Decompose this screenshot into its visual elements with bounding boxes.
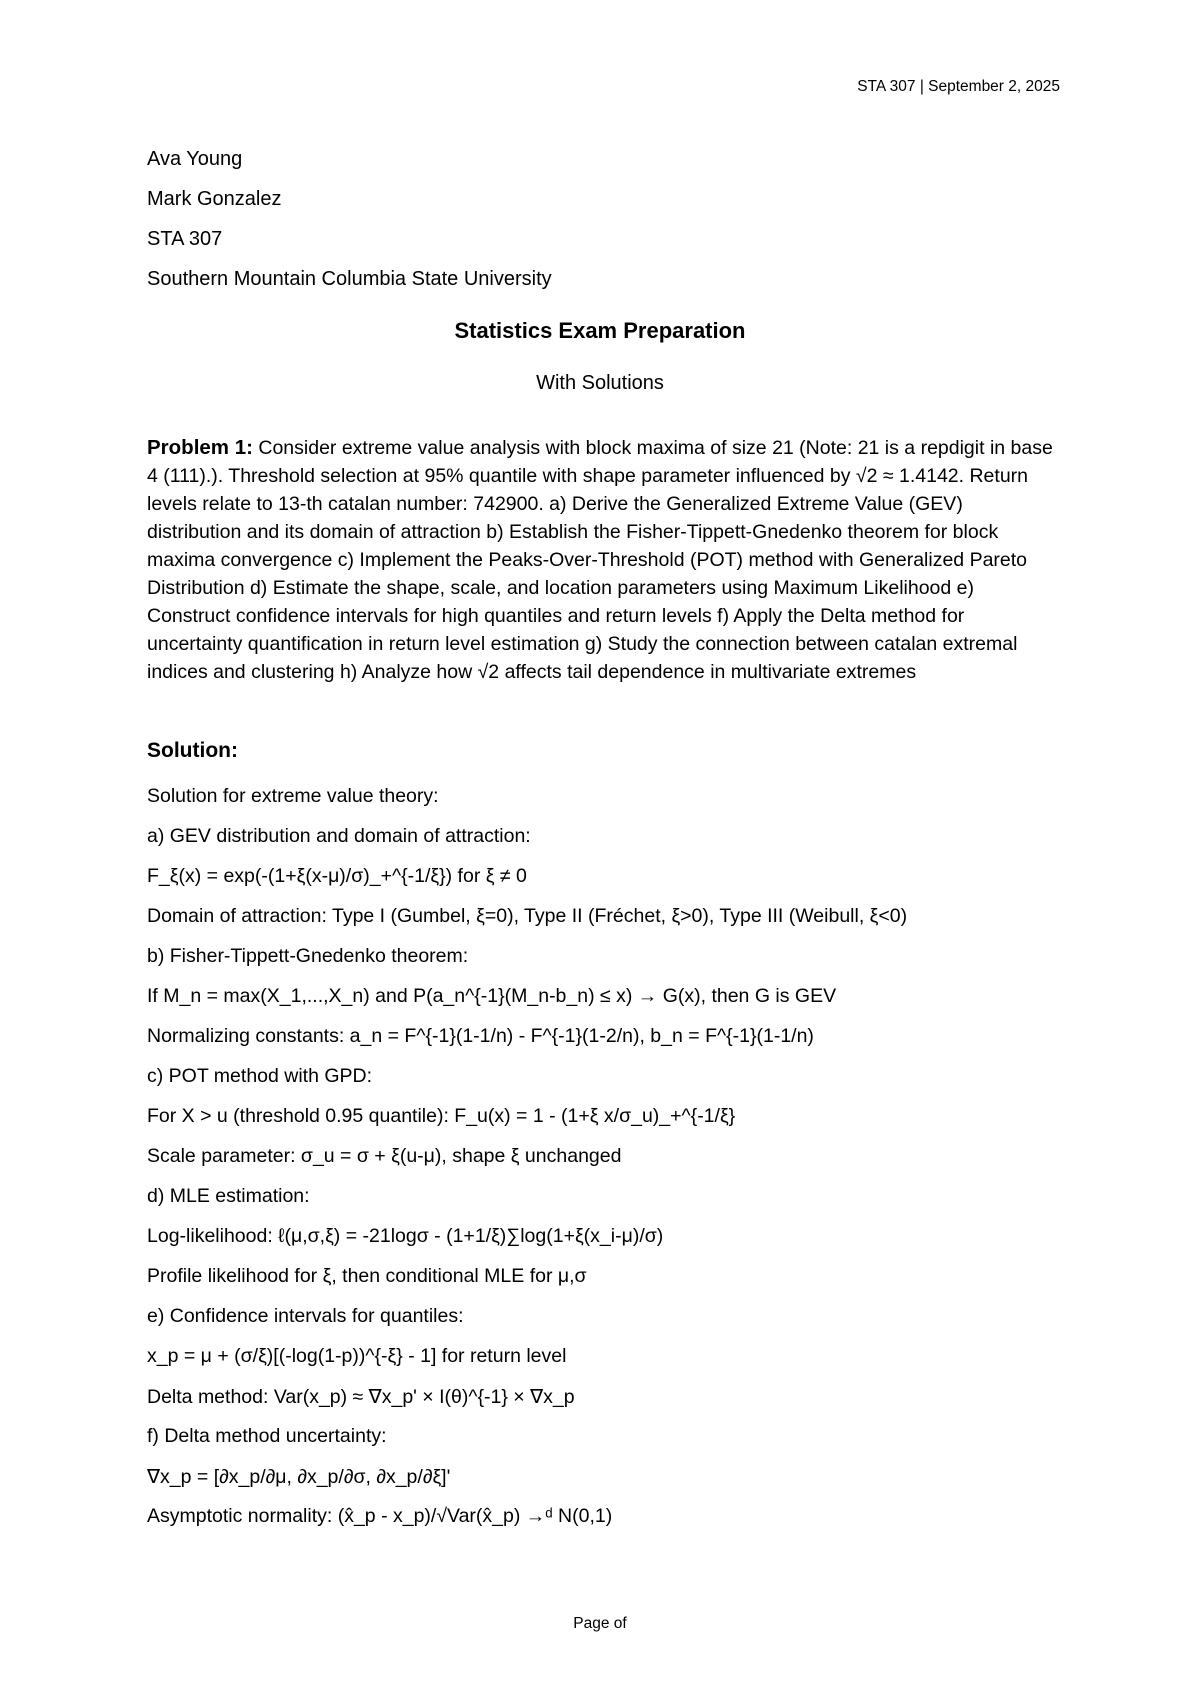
solution-line: Domain of attraction: Type I (Gumbel, ξ=0), Type II (Fréchet, ξ>0), Type III (Weibull, ξ<0) <box>147 905 908 927</box>
solution-line: e) Confidence intervals for quantiles: <box>147 1305 464 1327</box>
solution-line: ∇x_p = [∂x_p/∂μ, ∂x_p/∂σ, ∂x_p/∂ξ]' <box>147 1466 451 1488</box>
solution-line: c) POT method with GPD: <box>147 1065 373 1087</box>
author-line-2: Mark Gonzalez <box>147 188 282 210</box>
solution-heading: Solution: <box>147 739 238 762</box>
solution-line: Asymptotic normality: (x̂_p - x_p)/√Var(x̂_p) →ᵈ N(0,1) <box>147 1505 613 1527</box>
document-subtitle: With Solutions <box>536 372 664 394</box>
page-header: STA 307 | September 2, 2025 <box>857 78 1060 95</box>
solution-line: Profile likelihood for ξ, then conditional MLE for μ,σ <box>147 1265 587 1287</box>
solution-line: x_p = μ + (σ/ξ)[(-log(1-p))^{-ξ} - 1] for return level <box>147 1345 567 1367</box>
solution-line: F_ξ(x) = exp(-(1+ξ(x-μ)/σ)_+^{-1/ξ}) for ξ ≠ 0 <box>147 865 527 887</box>
institution-line: Southern Mountain Columbia State University <box>147 268 552 290</box>
solution-line: d) MLE estimation: <box>147 1185 310 1207</box>
solution-line: For X > u (threshold 0.95 quantile): F_u(x) = 1 - (1+ξ x/σ_u)_+^{-1/ξ} <box>147 1105 736 1127</box>
problem-text: Consider extreme value analysis with block maxima of size 21 (Note: 21 is a repdigit in base 4 (111).). Threshold selection at 95% quantile with shape parameter influenced by √2 ≈ 1.4142. Return levels relate to 13-th catalan number: 742900. a) Derive the Generalized Extreme Value (GEV) distribution and its domain of attraction b) Establish the Fisher-Tippett-Gnedenko theorem for block maxima convergence c) Implement the Peaks-Over-Threshold (POT) method with Generalized Pareto Distribution d) Estimate the shape, scale, and location parameters using Maximum Likelihood e) Construct confidence intervals for high quantiles and return levels f) Apply the Delta method for uncertainty quantification in return level estimation g) Study the connection between catalan extremal indices and clustering h) Analyze how √2 affects tail dependence in multivariate extremes <box>147 437 1053 683</box>
problem-label: Problem 1: <box>147 436 253 459</box>
solution-line: Solution for extreme value theory: <box>147 785 439 807</box>
author-line-1: Ava Young <box>147 148 243 170</box>
page-footer: Page of <box>573 1615 627 1632</box>
solution-line: Delta method: Var(x_p) ≈ ∇x_p' × I(θ)^{-1} × ∇x_p <box>147 1386 575 1408</box>
solution-line: If M_n = max(X_1,...,X_n) and P(a_n^{-1}(M_n-b_n) ≤ x) → G(x), then G is GEV <box>147 985 837 1007</box>
solution-line: f) Delta method uncertainty: <box>147 1425 387 1447</box>
course-line: STA 307 <box>147 228 223 250</box>
solution-line: Normalizing constants: a_n = F^{-1}(1-1/n) - F^{-1}(1-2/n), b_n = F^{-1}(1-1/n) <box>147 1025 814 1047</box>
problem-statement <box>147 434 1053 686</box>
solution-line: Log-likelihood: ℓ(μ,σ,ξ) = -21logσ - (1+1/ξ)∑log(1+ξ(x_i-μ)/σ) <box>147 1225 664 1247</box>
document-title: Statistics Exam Preparation <box>454 318 746 343</box>
solution-line: a) GEV distribution and domain of attraction: <box>147 825 531 847</box>
solution-line: b) Fisher-Tippett-Gnedenko theorem: <box>147 945 469 967</box>
solution-line: Scale parameter: σ_u = σ + ξ(u-μ), shape ξ unchanged <box>147 1145 622 1167</box>
